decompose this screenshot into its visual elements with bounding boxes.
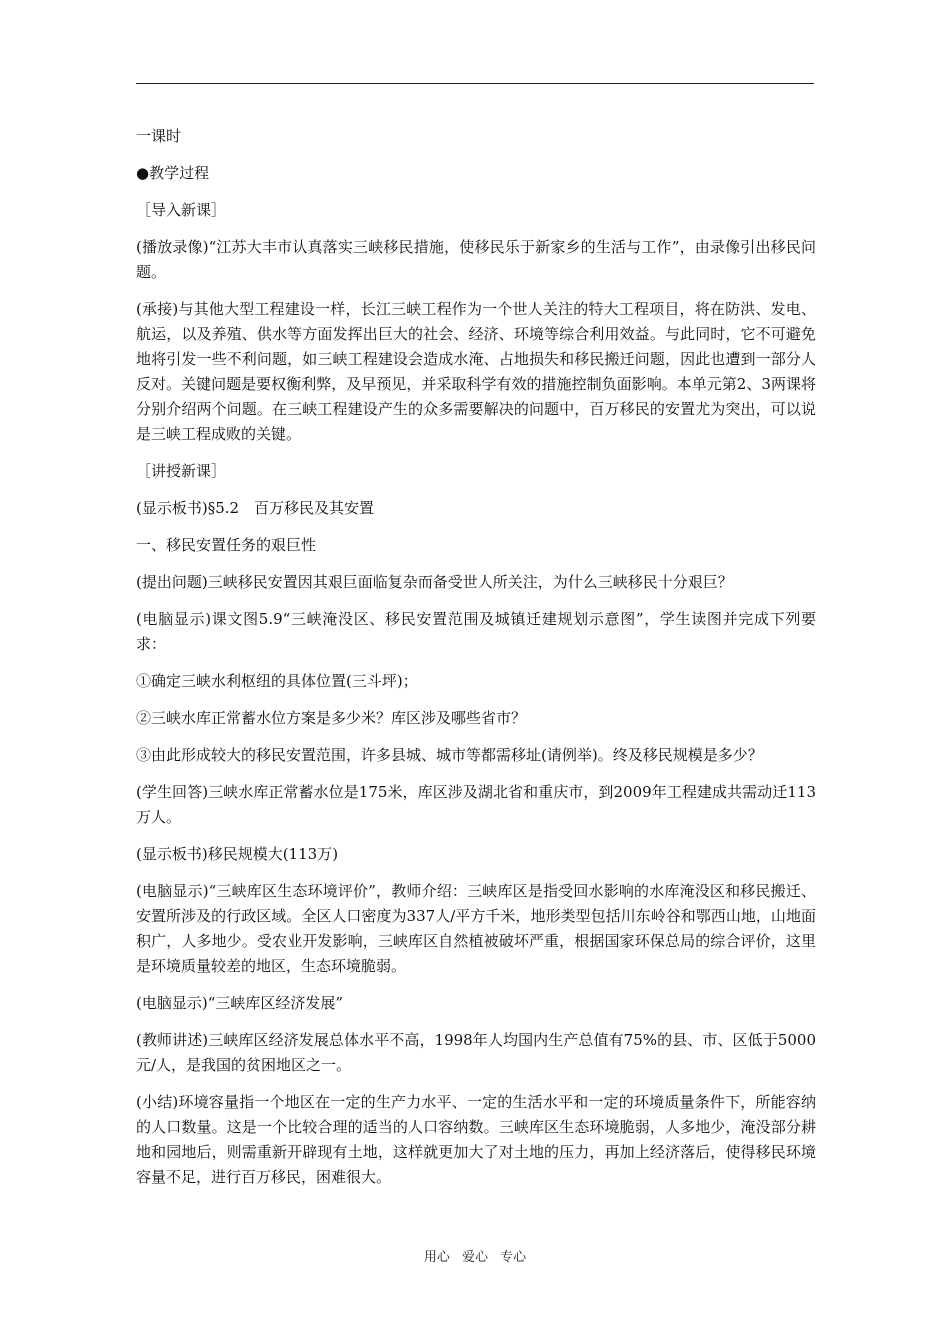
paragraph-question: (提出问题)三峡移民安置因其艰巨面临复杂而备受世人所关注，为什么三峡移民十分艰巨？	[136, 573, 733, 591]
board-scale: (显示板书)移民规模大(113万)	[136, 845, 339, 863]
paragraph-summary: (小结)环境容量指一个地区在一定的生产力水平、一定的生活水平和一定的环境质量条件下，所能容纳的人口数量。这是一个比较合理的适当的人口容纳数。三峡库区生态环境脆弱，人多地少，淹没部分耕地和园地后，则需重新开辟现有土地，这样就更加大了对土地的压力，再加上经济落后，使得移民环境容量不足，进行百万移民，困难很大。	[136, 1093, 816, 1186]
page-footer: 用心 爱心 专心	[423, 1250, 527, 1265]
board-title: (显示板书)§5.2 百万移民及其安置	[136, 499, 375, 517]
task-item-1: ①确定三峡水利枢纽的具体位置(三斗坪)；	[136, 672, 418, 690]
section-heading-new-lesson: ［讲授新课］	[136, 462, 227, 480]
paragraph-video: (播放录像)“江苏大丰市认真落实三峡移民措施，使移民乐于新家乡的生活与工作”，由录像引出移民问题。	[136, 238, 816, 281]
task-item-2: ②三峡水库正常蓄水位方案是多少米？库区涉及哪些省市？	[136, 709, 527, 727]
paragraph-transition: (承接)与其他大型工程建设一样，长江三峡工程作为一个世人关注的特大工程项目，将在防洪、发电、航运，以及养殖、供水等方面发挥出巨大的社会、经济、环境等综合利用效益。与此同时，它不可避免地将引发一些不利问题，如三峡工程建设会造成水淹、占地损失和移民搬迁问题，因此也遭到一部分人反对。关键问题是要权衡利弊，及早预见，并采取科学有效的措施控制负面影响。本单元第2、3两课将分别介绍两个问题。在三峡工程建设产生的众多需要解决的问题中，百万移民的安置尤为突出，可以说是三峡工程成败的关键。	[136, 300, 816, 443]
lesson-period: 一课时	[136, 127, 182, 145]
paragraph-economy-title: (电脑显示)“三峡库区经济发展”	[136, 994, 344, 1012]
paragraph-economy: (教师讲述)三峡库区经济发展总体水平不高，1998年人均国内生产总值有75%的县、市、区低于5000元/人，是我国的贫困地区之一。	[136, 1031, 816, 1074]
section-heading-teaching-process: ●教学过程	[136, 164, 210, 182]
header-rule	[136, 83, 814, 84]
section-heading-intro: ［导入新课］	[136, 201, 227, 219]
paragraph-map-task: (电脑显示)课文图5.9“三峡淹没区、移民安置范围及城镇迁建规划示意图”，学生读图并完成下列要求：	[136, 610, 816, 653]
task-item-3: ③由此形成较大的移民安置范围，许多县城、城市等都需移址(请例举)。终及移民规模是多少？	[136, 746, 763, 764]
paragraph-student-answer: (学生回答)三峡水库正常蓄水位是175米，库区涉及湖北省和重庆市，到2009年工程建成共需动迁113万人。	[136, 783, 816, 826]
document-body	[136, 124, 816, 1202]
paragraph-ecology: (电脑显示)“三峡库区生态环境评价”，教师介绍：三峡库区是指受回水影响的水库淹没区和移民搬迁、安置所涉及的行政区域。全区人口密度为337人/平方千米，地形类型包括川东岭谷和鄂西山地，山地面积广，人多地少。受农业开发影响，三峡库区自然植被破坏严重，根据国家环保总局的综合评价，这里是环境质量较差的地区，生态环境脆弱。	[136, 882, 816, 975]
subheading-difficulty: 一、移民安置任务的艰巨性	[136, 536, 317, 554]
